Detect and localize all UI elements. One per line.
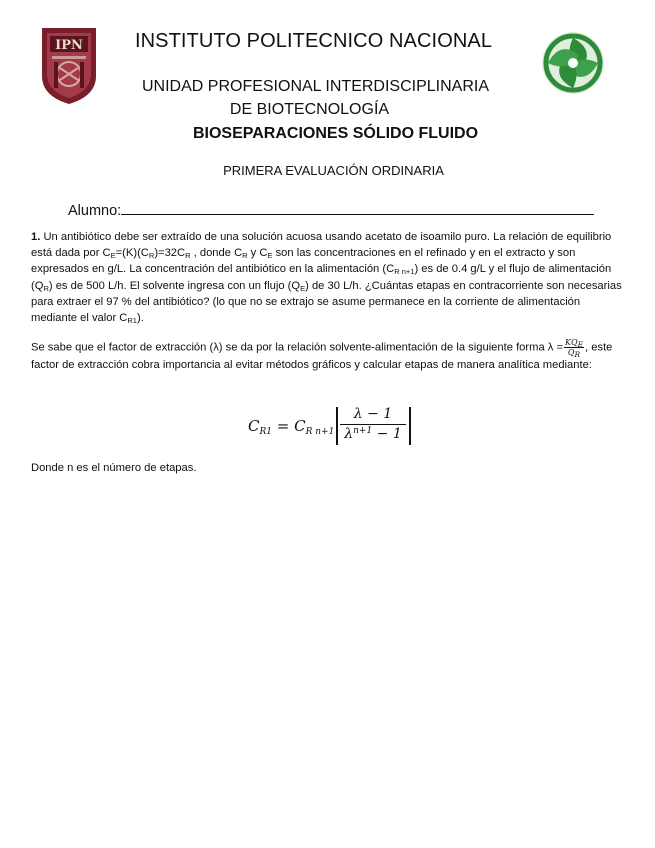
problem-text-g: ) es de 0.4 g/L y el flujo de alimentación (Q [31, 263, 612, 292]
abs-bar-left [336, 407, 338, 445]
fraction-numerator [564, 338, 584, 348]
exam-title: PRIMERA EVALUACIÓN ORDINARIA [223, 163, 444, 178]
fraction-num-text: KQ [565, 338, 578, 347]
subject-title: BIOSEPARACIONES SÓLIDO FLUIDO [192, 125, 479, 142]
formula-numerator: λ − 1 [340, 405, 406, 425]
unit-name-line1: UNIDAD PROFESIONAL INTERDISCIPLINARIA [141, 78, 490, 95]
problem-text-e: y C [247, 247, 268, 260]
student-name-blank[interactable] [121, 199, 594, 215]
problem-statement [31, 229, 625, 326]
extraction-factor-fraction [564, 338, 584, 357]
formula-den-base: λ [344, 426, 354, 442]
problem-text-h: ) es de 500 L/h. El solvente ingresa con un flujo (Q [48, 279, 301, 292]
formula-lhs-sub: R1 [259, 427, 272, 437]
formula-den-sup: n+1 [353, 426, 373, 436]
problem-number: 1. [31, 231, 41, 243]
sub-e: E [110, 251, 116, 261]
formula-denominator [340, 425, 406, 443]
extraction-factor-paragraph [31, 338, 625, 373]
formula-eq: = C [272, 417, 306, 435]
sub-r: R [43, 283, 49, 293]
stages-definition: Donde n es el número de etapas. [31, 462, 197, 474]
sub-r: R [148, 251, 155, 261]
fraction-num-sub: E [577, 340, 584, 349]
formula-den-tail: − 1 [372, 426, 402, 442]
problem-text-b: =(K)(C [115, 247, 149, 260]
formula-lhs [248, 417, 334, 435]
problem-text-a: Un antibiótico debe ser extraído de una solución acuosa usando acetato de isoamilo puro. La relación de equilibrio está dada por C [31, 231, 612, 260]
sub-e: E [267, 251, 273, 261]
factor-text-b: , este factor de extracción cobra importancia al evitar métodos gráficos y calcular etapas de manera analítica mediante: [31, 341, 613, 371]
problem-text-d: , donde C [190, 247, 243, 260]
formula-fraction [340, 405, 406, 443]
formula-lhs-c: C [248, 417, 260, 435]
formula-rhs-sub: R n+1 [305, 427, 335, 437]
unit-name-line2: DE BIOTECNOLOGÍA [229, 101, 390, 118]
institute-name: INSTITUTO POLITECNICO NACIONAL [134, 30, 493, 52]
fraction-den-sub: R [574, 350, 581, 359]
fraction-denominator [564, 348, 584, 357]
abs-bar-right [409, 407, 411, 445]
student-name-field[interactable] [68, 199, 594, 219]
problem-text-j: ). [136, 312, 144, 325]
fraction-den-text: Q [567, 348, 575, 357]
svg-text:IPN: IPN [55, 38, 83, 53]
sub-r: R [242, 251, 248, 261]
sub-rn1: R n+1 [394, 267, 415, 277]
sub-r: R [185, 251, 191, 261]
problem-text-c: )=32C [154, 247, 186, 260]
sub-e: E [300, 283, 306, 293]
problem-text-i: ) de 30 L/h. ¿Cuántas etapas en contracorriente son necesarias para extraer el 97 % del antibiótico? (lo que no se extrajo se asume permanece en la corriente de alimentación mediante el valor C [31, 279, 622, 325]
sub-r1: R1 [127, 316, 137, 326]
problem-text-f: son las concentraciones en el refinado y en el extracto y son expresados en g/L. La concentración del antibiótico en la alimentación (C [31, 247, 576, 276]
student-label: Alumno: [68, 203, 122, 219]
factor-text-a: Se sabe que el factor de extracción (λ) se da por la relación solvente-alimentación de la siguiente forma λ = [31, 341, 564, 354]
